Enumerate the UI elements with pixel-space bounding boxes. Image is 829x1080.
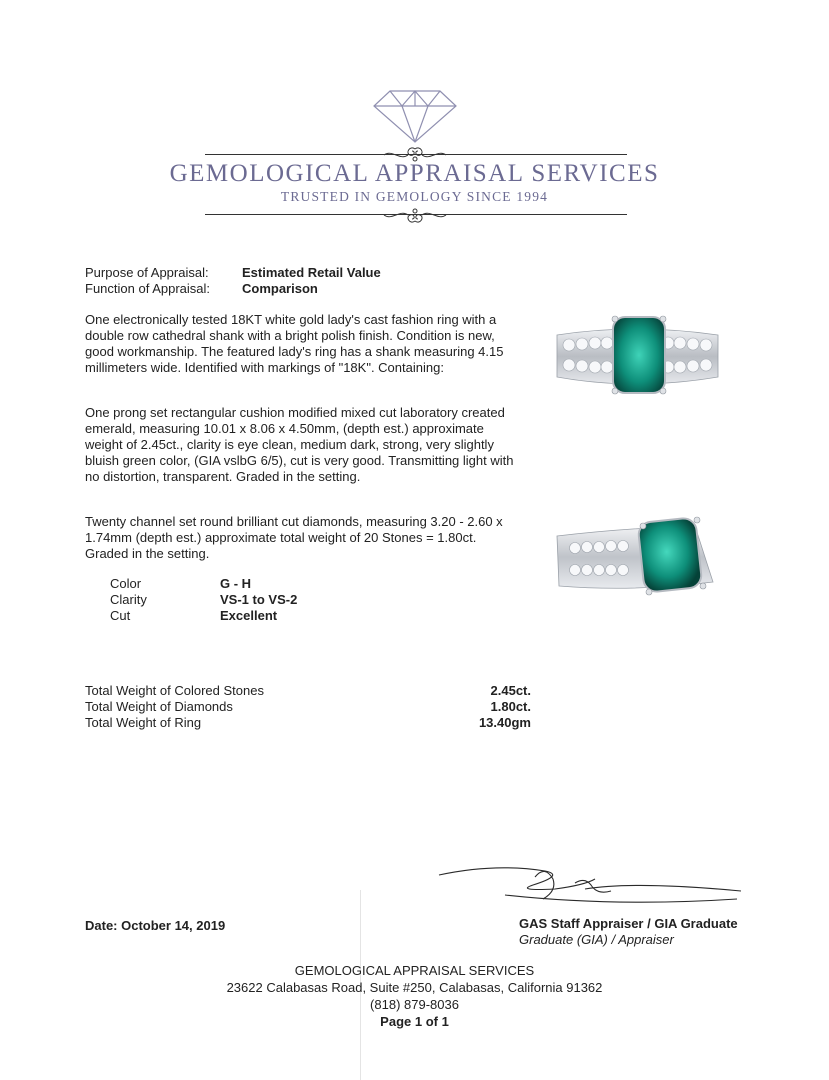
purpose-value: Estimated Retail Value (242, 265, 381, 280)
function-value: Comparison (242, 281, 318, 296)
grade-value: G - H (220, 576, 252, 591)
total-label: Total Weight of Ring (85, 715, 202, 730)
function-label: Function of Appraisal: (85, 281, 211, 296)
total-row-diamonds (85, 699, 531, 715)
total-value: 2.45ct. (490, 683, 531, 698)
purpose-row (85, 265, 381, 281)
company-name: GEMOLOGICAL APPRAISAL SERVICES (169, 160, 660, 187)
footer-company: GEMOLOGICAL APPRAISAL SERVICES (294, 963, 535, 978)
total-label: Total Weight of Diamonds (85, 699, 233, 714)
appraiser-title: GAS Staff Appraiser / GIA Graduate (519, 916, 738, 931)
diamonds-description: Twenty channel set round brilliant cut diamonds, measuring 3.20 - 2.60 x 1.74mm (depth est.) approximate total weight of 20 Stones = 1.80ct. Graded in the setting. (85, 514, 503, 561)
grade-label: Clarity (110, 592, 147, 607)
total-label: Total Weight of Colored Stones (85, 683, 264, 698)
footer (0, 962, 829, 1030)
grade-row-clarity (110, 592, 297, 608)
grade-row-cut (110, 608, 277, 624)
footer-address: 23622 Calabasas Road, Suite #250, Calabasas, California 91362 (226, 980, 603, 995)
purpose-label: Purpose of Appraisal: (85, 265, 209, 280)
footer-phone: (818) 879-8036 (370, 997, 459, 1012)
appraisal-date: Date: October 14, 2019 (85, 918, 226, 933)
grade-value: VS-1 to VS-2 (220, 592, 298, 607)
diamond-icon (372, 88, 458, 144)
totals-block (85, 683, 531, 731)
company-tagline: TRUSTED IN GEMOLOGY SINCE 1994 (280, 189, 549, 204)
emerald-description: One prong set rectangular cushion modified mixed cut laboratory created emerald, measuring 10.01 x 8.06 x 4.50mm, (depth est.) approximate weight of 2.45ct., clarity is eye clean, medium dark, strong, very slightly bluish green color, (GIA vslbG 6/5), cut is very good. Transmitting light with no distortion, transparent. Graded in the setting. (85, 405, 514, 484)
total-row-colored-stones (85, 683, 531, 699)
signature-image (435, 855, 745, 913)
grade-label: Color (110, 576, 142, 591)
total-row-ring (85, 715, 531, 731)
ring-photo-top (555, 305, 720, 400)
total-value: 13.40gm (478, 715, 531, 730)
grade-value: Excellent (220, 608, 278, 623)
scroll-ornament-icon (380, 205, 450, 225)
grade-row-color (110, 576, 251, 592)
appraiser-subtitle: Graduate (GIA) / Appraiser (519, 932, 674, 947)
ring-photo-angled (555, 512, 720, 602)
page-number: Page 1 of 1 (380, 1014, 449, 1029)
ring-description: One electronically tested 18KT white gold lady's cast fashion ring with a double row cathedral shank with a bright polish finish. Condition is new, good workmanship. The featured lady's ring has a shank measuring 4.15 millimeters wide. Identified with markings of "18K". Containing: (85, 312, 504, 375)
grade-label: Cut (110, 608, 131, 623)
function-row (85, 281, 318, 297)
total-value: 1.80ct. (490, 699, 531, 714)
